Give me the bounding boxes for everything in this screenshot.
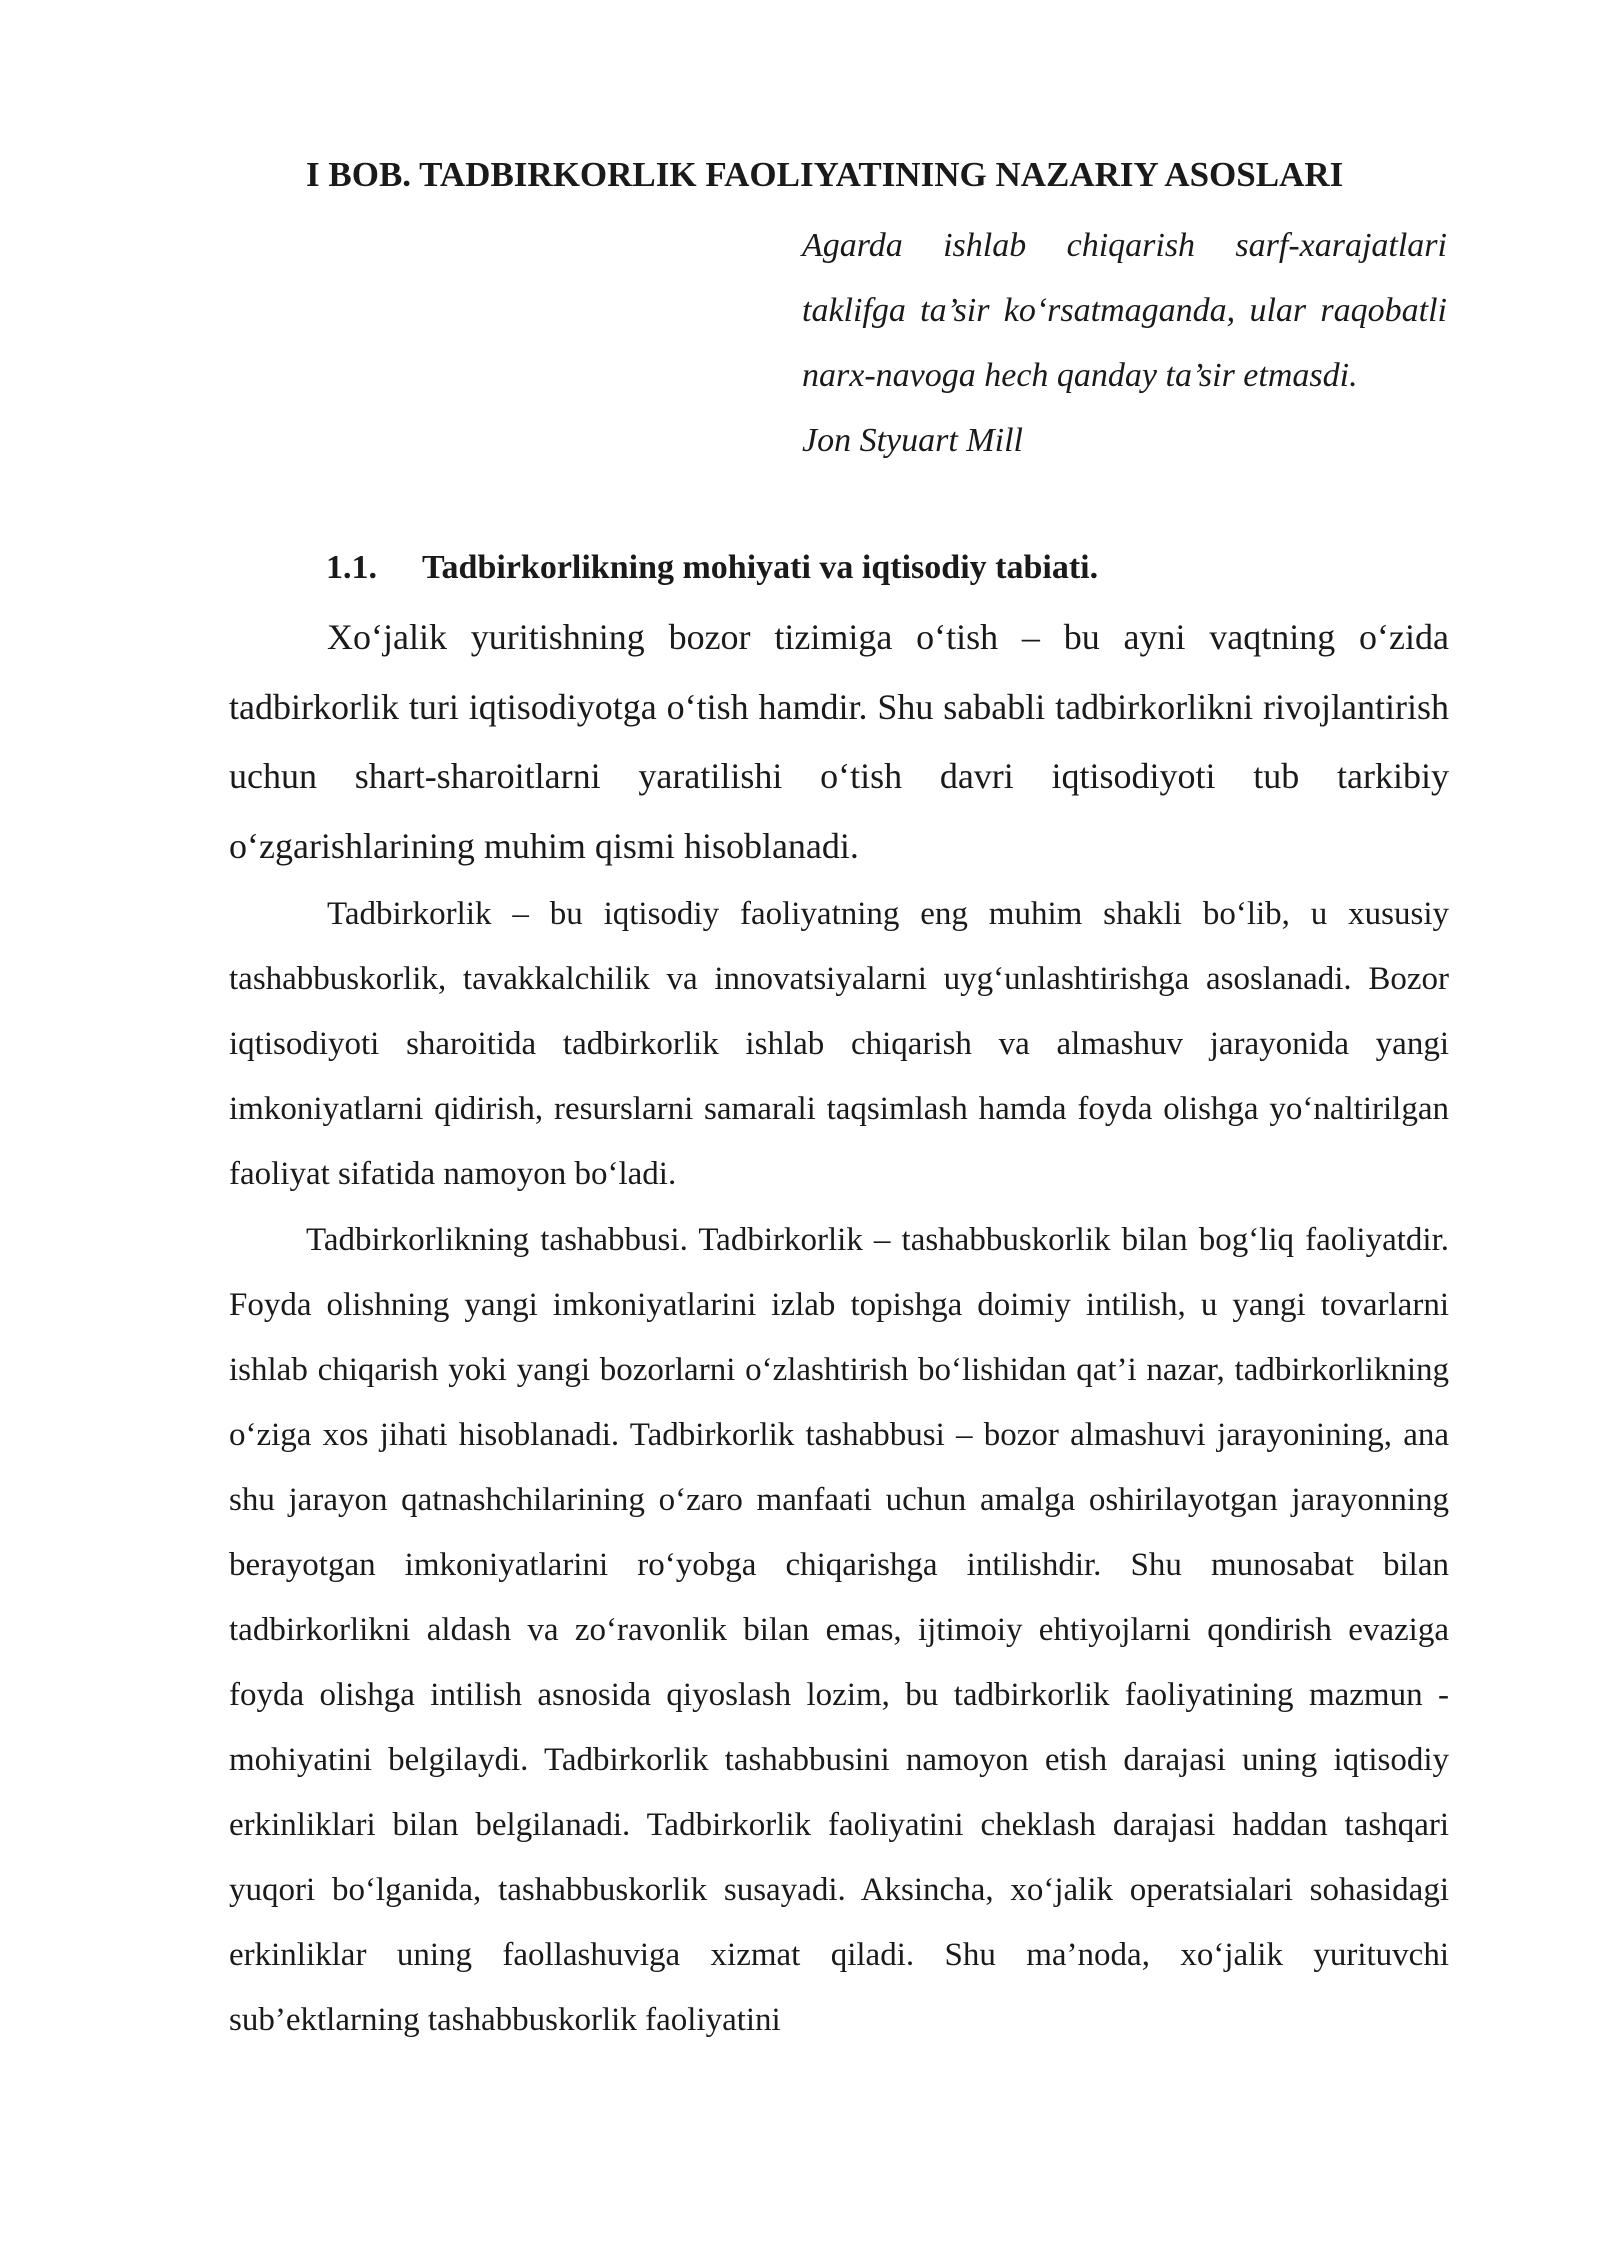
body-paragraph: Tadbirkorlik – bu iqtisodiy faoliyatning eng muhim shakli bo‘lib, u xususiy tashabbuskorlik, tavakkalchilik va innovatsiyalarni uyg‘unlashtirishga asoslanadi. Bozor iqtisodiyoti sharoitida tadbirkorlik ishlab chiqarish va almashuv jarayonida yangi imkoniyatlarni qidirish, resurslarni samarali taqsimlash hamda foyda olishga yo‘naltirilgan faoliyat sifatida namoyon bo‘ladi. [229, 896, 1449, 1192]
section-number: 1.1. [326, 549, 377, 586]
epigraph-author: Jon Styuart Mill [802, 422, 1023, 459]
section-title: Tadbirkorlikning mohiyati va iqtisodiy tabiati. [422, 549, 1099, 586]
section-heading [326, 536, 1426, 600]
epigraph [802, 213, 1447, 473]
body-paragraph: Tadbirkorlikning tashabbusi. Tadbirkorlik – tashabbuskorlik bilan bog‘liq faoliyatdir. Foyda olishning yangi imkoniyatlarini izlab topishga doimiy intilish, u yangi tovarlarni ishlab chiqarish yoki yangi bozorlarni o‘zlashtirish bo‘lishidan qat’i nazar, tadbirkorlikning o‘ziga xos jihati hisoblanadi. Tadbirkorlik tashabbusi – bozor almashuvi jarayonining, ana shu jarayon qatnashchilarining o‘zaro manfaati uchun amalga oshirilayotgan jarayonning berayotgan imkoniyatlarini ro‘yobga chiqarishga intilishdir. Shu munosabat bilan tadbirkorlikni aldash va zo‘ravonlik bilan emas, ijtimoiy ehtiyojlarni qondirish evaziga foyda olishga intilish asnosida qiyoslash lozim, bu tadbirkorlik faoliyatining mazmun - mohiyatini belgilaydi. Tadbirkorlik tashabbusini namoyon etish darajasi uning iqtisodiy erkinliklari bilan belgilanadi. Tadbirkorlik faoliyatini cheklash darajasi haddan tashqari yuqori bo‘lganida, tashabbuskorlik susayadi. Aksincha, xo‘jalik operatsialari sohasidagi erkinliklar uning faollashuviga xizmat qiladi. Shu ma’noda, xo‘jalik yurituvchi sub’ektlarning tashabbuskorlik faoliyatini [229, 1222, 1449, 2038]
chapter-title: I BOB. TADBIRKORLIK FAOLIYATINING NAZARIY ASOSLARI [306, 155, 1344, 194]
epigraph-quote: Agarda ishlab chiqarish sarf-xarajatlari taklifga ta’sir ko‘rsatmaganda, ular raqobatli narx-navoga hech qanday ta’sir etmasdi. [802, 227, 1447, 394]
body-paragraph: Xo‘jalik yuritishning bozor tizimiga o‘tish – bu ayni vaqtning o‘zida tadbirkorlik turi iqtisodiyotga o‘tish hamdir. Shu sababli tadbirkorlikni rivojlantirish uchun shart-sharoitlarni yaratilishi o‘tish davri iqtisodiyoti tub tarkibiy o‘zgarishlarining muhim qismi hisoblanadi. [229, 617, 1449, 866]
